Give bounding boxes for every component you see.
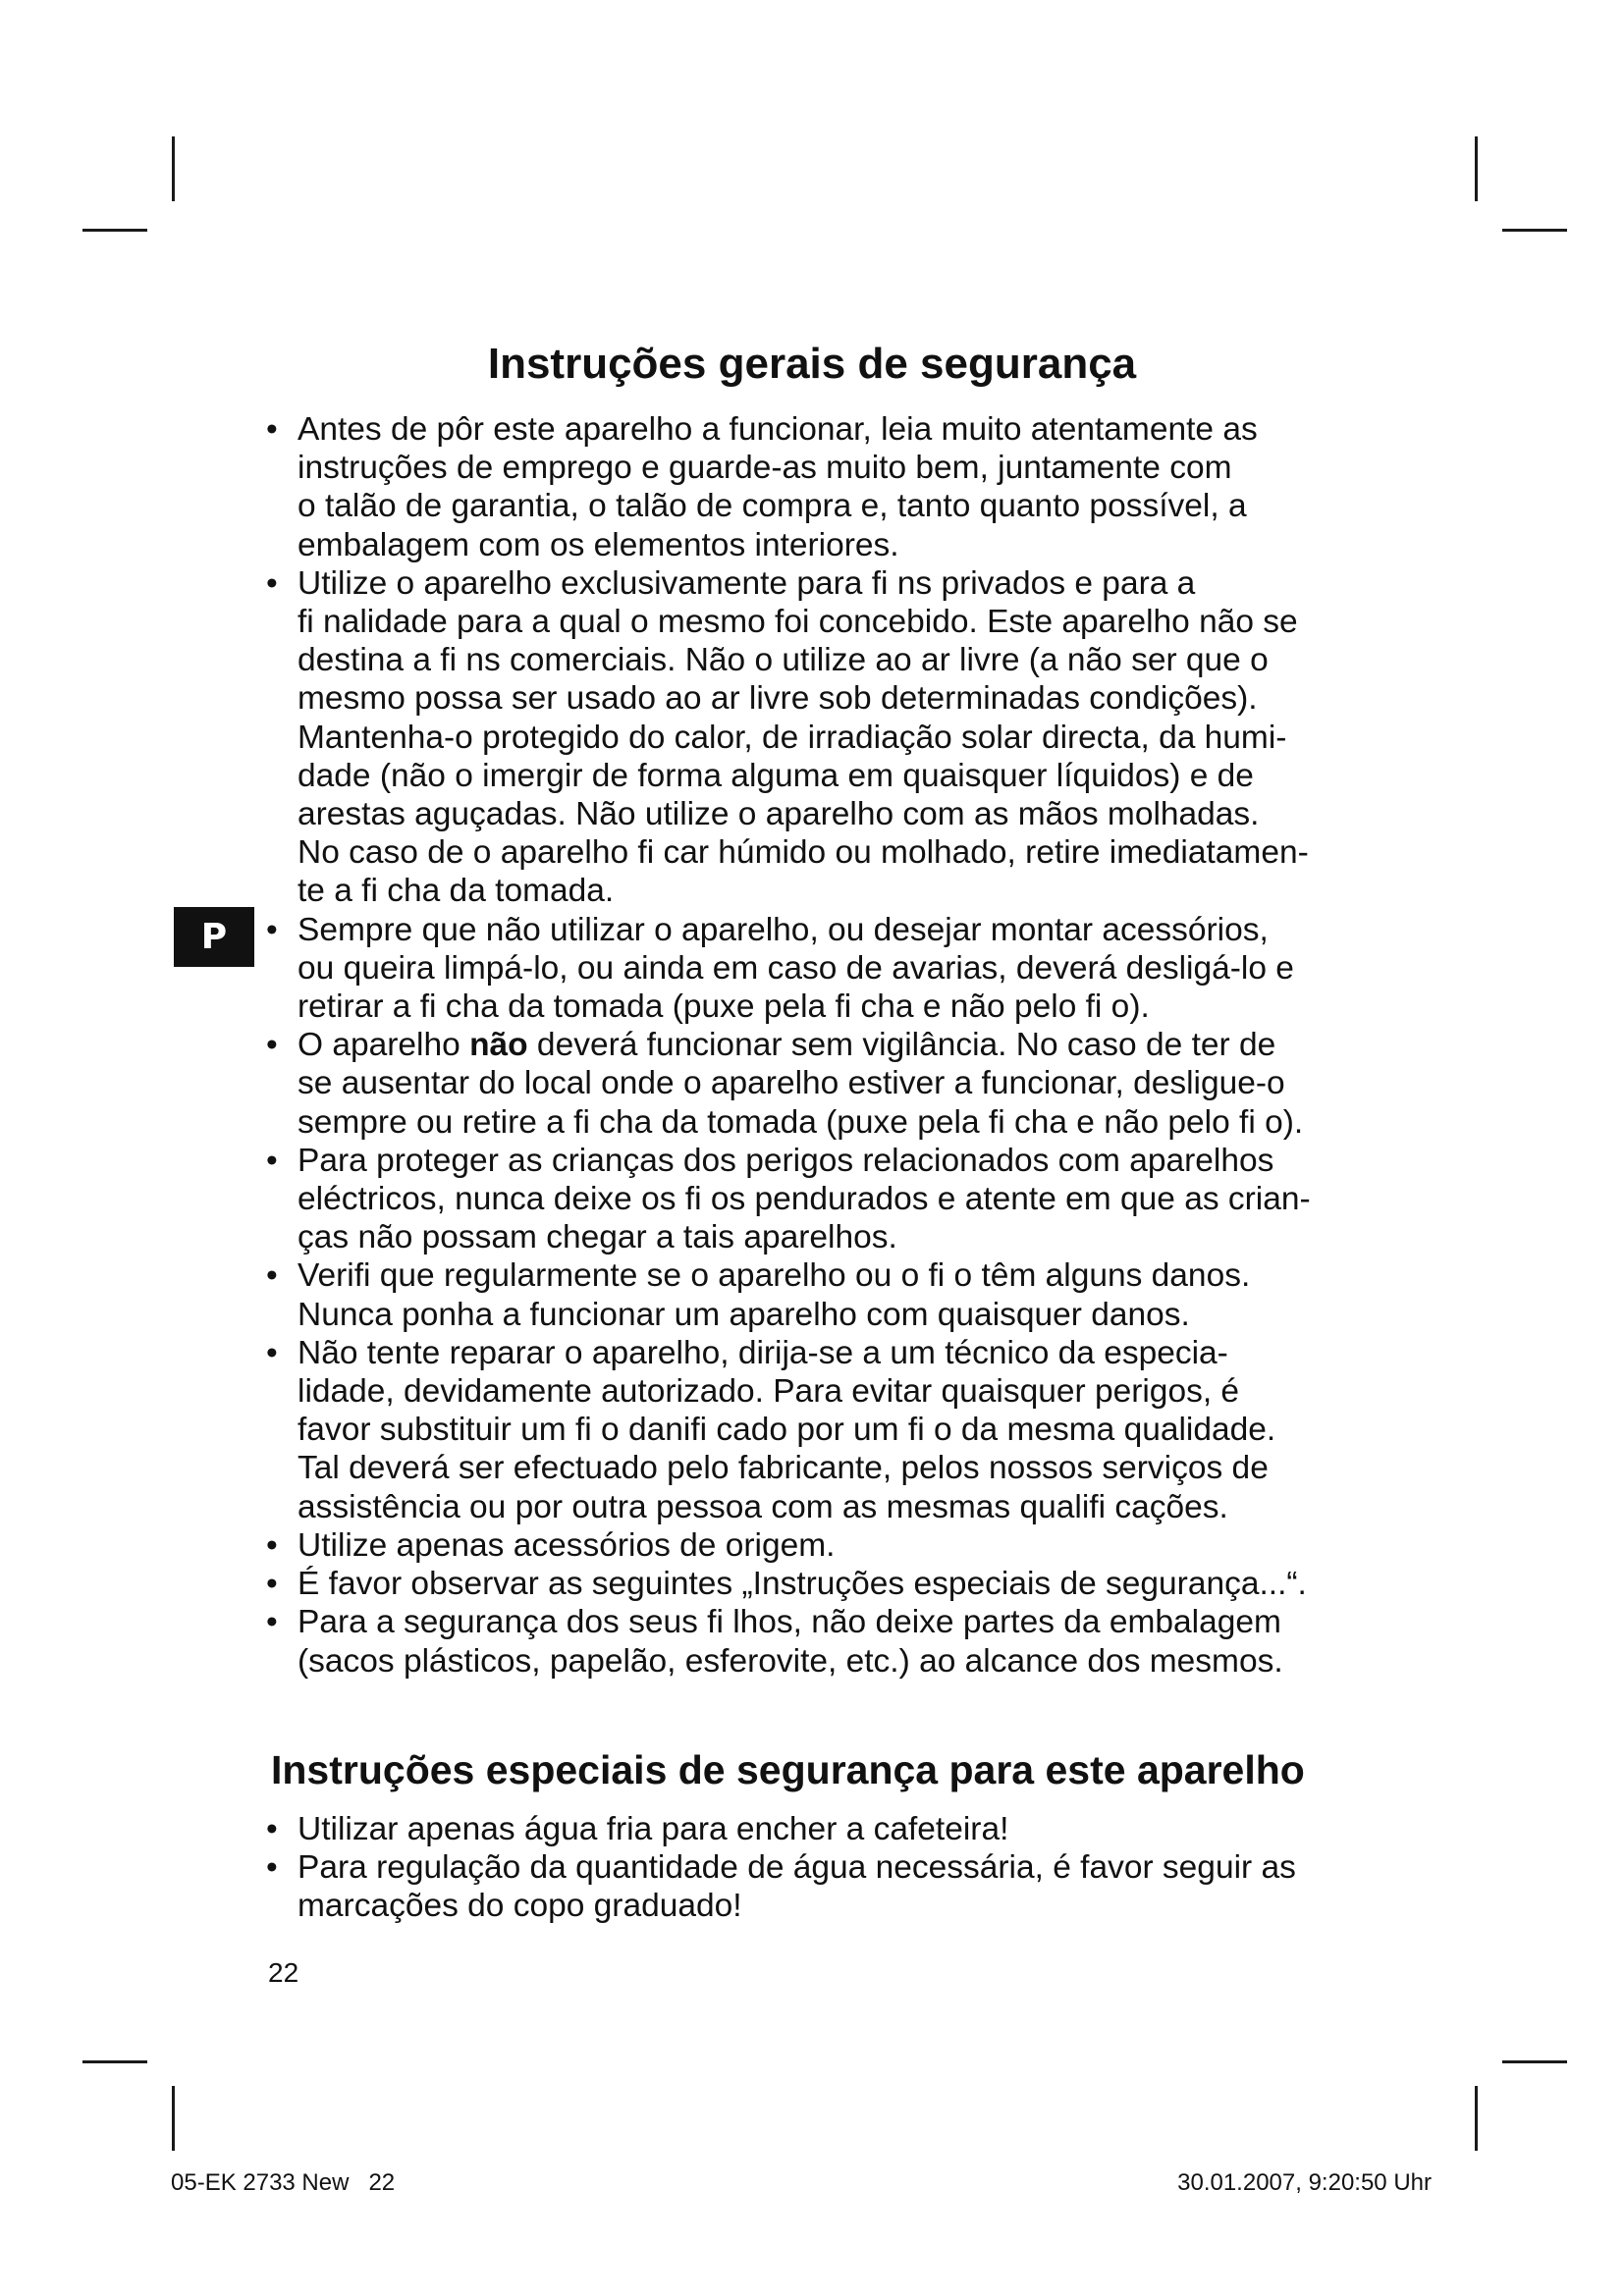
list-item-line: • Sempre que não utilizar o aparelho, ou desejar montar acessórios, xyxy=(298,911,1269,948)
general-safety-list xyxy=(298,410,1412,1681)
list-item-line: dade (não o imergir de forma alguma em quaisquer líquidos) e de xyxy=(298,757,1254,794)
list-item-line: (sacos plásticos, papelão, esferovite, etc.) ao alcance dos mesmos. xyxy=(298,1642,1283,1680)
crop-mark-top-left-horizontal xyxy=(82,229,147,232)
crop-mark-top-left-vertical xyxy=(172,136,175,201)
list-item-line: • Para regulação da quantidade de água necessária, é favor seguir as xyxy=(298,1849,1296,1887)
crop-mark-top-right-vertical xyxy=(1475,136,1478,201)
list-item xyxy=(298,1526,1412,1565)
print-file-info: 05-EK 2733 New 22 xyxy=(171,2169,396,2196)
list-item-line: eléctricos, nunca deixe os fi os pendurados e atente em que as crian- xyxy=(298,1181,1311,1218)
list-item-line: se ausentar do local onde o aparelho estiver a funcionar, desligue-o xyxy=(298,1065,1285,1102)
list-item xyxy=(298,1334,1412,1526)
list-item-line: instruções de emprego e guarde-as muito bem, juntamente com xyxy=(298,450,1232,487)
list-item-line: • Não tente reparar o aparelho, dirija-se a um técnico da especia- xyxy=(298,1334,1228,1371)
list-item-line: • É favor observar as seguintes „Instruções especiais de segurança...“. xyxy=(298,1566,1307,1603)
list-item xyxy=(298,1142,1412,1257)
crop-mark-top-right-horizontal xyxy=(1502,229,1567,232)
list-item-line: ças não possam chegar a tais aparelhos. xyxy=(298,1219,897,1256)
list-item-line: Nunca ponha a funcionar um aparelho com quaisquer danos. xyxy=(298,1296,1190,1333)
list-item xyxy=(298,1026,1412,1142)
list-item xyxy=(298,1848,1412,1925)
list-item-line: Tal deverá ser efectuado pelo fabricante, pelos nossos serviços de xyxy=(298,1450,1269,1487)
list-item-line: • O aparelho não deverá funcionar sem vigilância. No caso de ter de xyxy=(298,1027,1276,1064)
crop-mark-bottom-right-vertical xyxy=(1475,2086,1478,2151)
crop-mark-bottom-left-horizontal xyxy=(82,2060,147,2063)
list-item-line: arestas aguçadas. Não utilize o aparelho com as mãos molhadas. xyxy=(298,796,1260,833)
list-item-line: embalagem com os elementos interiores. xyxy=(298,526,899,563)
emphasis-word: não xyxy=(469,1027,528,1064)
special-safety-heading: Instruções especiais de segurança para este aparelho xyxy=(271,1747,1305,1792)
list-item-line: favor substituir um fi o danifi cado por um fi o da mesma qualidade. xyxy=(298,1412,1276,1449)
list-item xyxy=(298,1256,1412,1333)
list-item xyxy=(298,410,1412,564)
list-item-line: te a fi cha da tomada. xyxy=(298,873,615,910)
list-item-line: retirar a fi cha da tomada (puxe pela fi cha e não pelo fi o). xyxy=(298,988,1150,1026)
list-item-line: destina a fi ns comerciais. Não o utilize ao ar livre (a não ser que o xyxy=(298,642,1269,679)
list-item-line: marcações do copo graduado! xyxy=(298,1888,742,1925)
list-item-line: • Verifi que regularmente se o aparelho ou o fi o têm alguns danos. xyxy=(298,1257,1251,1295)
list-item xyxy=(298,564,1412,911)
list-item-line: mesmo possa ser usado ao ar livre sob determinadas condições). xyxy=(298,680,1258,718)
list-item-line: • Utilizar apenas água fria para encher a cafeteira! xyxy=(298,1811,1009,1847)
list-item-line: lidade, devidamente autorizado. Para evitar quaisquer perigos, é xyxy=(298,1373,1240,1411)
special-safety-list xyxy=(298,1810,1412,1926)
list-item-line: ou queira limpá-lo, ou ainda em caso de avarias, deverá desligá-lo e xyxy=(298,949,1294,987)
crop-mark-bottom-right-horizontal xyxy=(1502,2060,1567,2063)
crop-mark-bottom-left-vertical xyxy=(172,2086,175,2151)
list-item-line: • Antes de pôr este aparelho a funcionar, leia muito atentamente as xyxy=(298,411,1258,448)
list-item-line: • Utilize o aparelho exclusivamente para fi ns privados e para a xyxy=(298,564,1196,602)
page-number: 22 xyxy=(268,1957,299,1988)
list-item-line: • Utilize apenas acessórios de origem. xyxy=(298,1526,836,1564)
list-item-line: fi nalidade para a qual o mesmo foi concebido. Este aparelho não se xyxy=(298,604,1298,641)
list-item-line: • Para proteger as crianças dos perigos relacionados com aparelhos xyxy=(298,1142,1274,1179)
print-timestamp: 30.01.2007, 9:20:50 Uhr xyxy=(1177,2169,1432,2196)
list-item-line: o talão de garantia, o talão de compra e, tanto quanto possível, a xyxy=(298,488,1247,525)
list-item-line: Mantenha-o protegido do calor, de irradiação solar directa, da humi- xyxy=(298,719,1287,756)
general-safety-heading: Instruções gerais de segurança xyxy=(487,340,1137,388)
list-item-line: assistência ou por outra pessoa com as mesmas qualifi cações. xyxy=(298,1488,1228,1525)
list-item xyxy=(298,1565,1412,1603)
list-item-line: • Para a segurança dos seus fi lhos, não deixe partes da embalagem xyxy=(298,1604,1281,1641)
list-item-line: sempre ou retire a fi cha da tomada (puxe pela fi cha e não pelo fi o). xyxy=(298,1103,1304,1141)
list-item-line: No caso de o aparelho fi car húmido ou molhado, retire imediatamen- xyxy=(298,834,1309,872)
language-tab-portuguese: P xyxy=(174,907,254,967)
list-item xyxy=(298,911,1412,1027)
list-item xyxy=(298,1810,1412,1848)
list-item xyxy=(298,1603,1412,1680)
